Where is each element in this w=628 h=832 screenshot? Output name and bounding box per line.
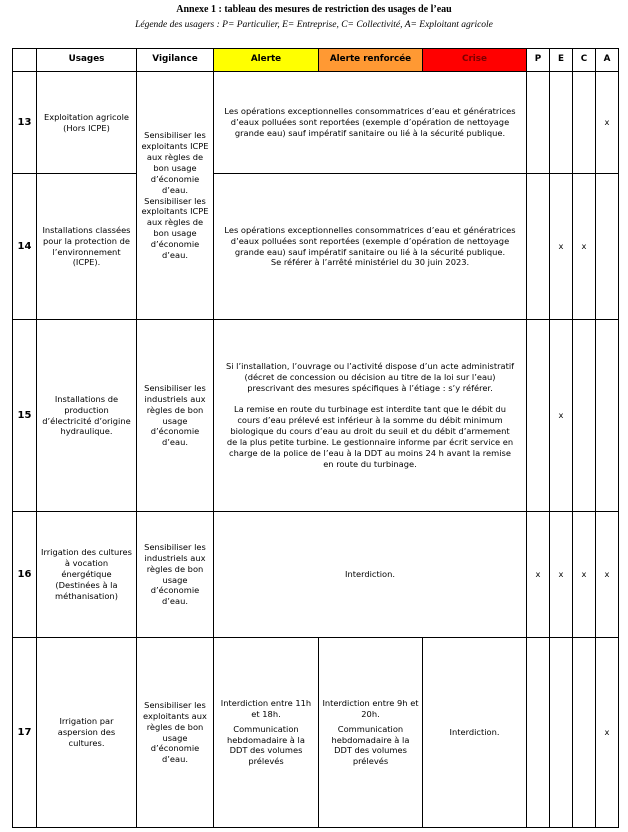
header-e: E [550,49,573,72]
row-usage: Exploitation agricole (Hors ICPE) [37,72,137,174]
row-a: x [596,638,619,828]
table-row [13,512,619,638]
header-num [13,49,37,72]
table-row [13,638,619,828]
row-usage: Irrigation des cultures à vocation énergétique (Destinées à la méthanisation) [37,512,137,638]
row-renforcee-extra: Communication hebdomadaire à la DDT des volumes prélevés [331,723,410,767]
table-row [13,174,619,320]
row-measures: Les opérations exceptionnelles consommatrices d’eau et génératrices d’eaux polluées sont reportées (exemple d’opération de nettoyage grande eau) sauf impératif sanitaire ou lié à la sécurité publique. [214,72,527,174]
document-title: Annexe 1 : tableau des mesures de restriction des usages de l’eau [176,4,452,15]
row-p [527,638,550,828]
row-renforcee: Interdiction entre 9h et 20h. [322,697,419,719]
row-measures-cell [214,174,527,320]
row-c [573,638,596,828]
header-usages: Usages [37,49,137,72]
row-measures-extra: Se référer à l’arrêté ministériel du 30 juin 2023. [270,257,470,268]
row-measures-extra: La remise en route du turbinage est interdite tant que le débit du cours d’eau prélevé est inférieur à la somme du débit minimum biologique du cours d’eau au droit du seuil et du débit d’armement de la plus petite turbine. Le gestionnaire informe par écrit service en charge de la police de l’eau à la DDT au moins 24 h avant la remise en route du turbinage. [226,404,514,469]
row-p: x [527,512,550,638]
row-p [527,320,550,512]
row-measures: Si l’installation, l’ouvrage ou l’activité dispose d’un acte administratif (décret de concession ou décision au titre de la loi sur l’eau) prescrivant des mesures spécifiques à l’étiage : s’y référer. [225,361,515,394]
header-crise: Crise [423,49,527,72]
row-c: x [573,512,596,638]
row-vigilance: Sensibiliser les industriels aux règles de bon usage d’économie d’eau. [137,320,214,512]
row-number: 14 [13,174,37,320]
row-vigilance-merged [137,72,214,320]
row-usage: Installations classées pour la protection de l’environnement (ICPE). [37,174,137,320]
row-e: x [550,512,573,638]
row-p [527,174,550,320]
row-e: x [550,174,573,320]
header-a: A [596,49,619,72]
row-measures: Les opérations exceptionnelles consommatrices d’eau et génératrices d’eaux polluées sont reportées (exemple d’opération de nettoyage grande eau) sauf impératif sanitaire ou lié à la sécurité publique. [224,224,516,257]
restriction-table [12,48,619,828]
row-p [527,72,550,174]
row-a: x [596,72,619,174]
header-c: C [573,49,596,72]
row-c [573,320,596,512]
row-alerte-cell [214,638,319,828]
row-usage: Irrigation par aspersion des cultures. [37,638,137,828]
row-vigilance: Sensibiliser les exploitants ICPE aux règles de bon usage d’économie d’eau. [141,129,209,195]
header-p: P [527,49,550,72]
row-measures-cell [214,320,527,512]
row-alerte-extra: Communication hebdomadaire à la DDT des volumes prélevés [227,723,305,767]
row-e [550,638,573,828]
row-usage: Installations de production d’électricité d’origine hydraulique. [37,320,137,512]
row-a [596,174,619,320]
row-crise: Interdiction. [423,638,527,828]
row-vigilance: Sensibiliser les exploitants ICPE aux règles de bon usage d’économie d’eau. [141,195,209,261]
row-e: x [550,320,573,512]
row-vigilance: Sensibiliser les exploitants aux règles de bon usage d’économie d’eau. [137,638,214,828]
row-a: x [596,512,619,638]
header-vigilance: Vigilance [137,49,214,72]
row-a [596,320,619,512]
row-e [550,72,573,174]
header-row [13,49,619,72]
row-number: 16 [13,512,37,638]
header-alerte-renforcee: Alerte renforcée [319,49,423,72]
row-number: 15 [13,320,37,512]
row-number: 13 [13,72,37,174]
table-row [13,320,619,512]
table-row [13,72,619,174]
row-measures: Interdiction. [214,512,527,638]
row-c: x [573,174,596,320]
row-vigilance: Sensibiliser les industriels aux règles de bon usage d’économie d’eau. [137,512,214,638]
row-c [573,72,596,174]
header-alerte: Alerte [214,49,319,72]
row-renforcee-cell [319,638,423,828]
users-legend: Légende des usagers : P= Particulier, E= Entreprise, C= Collectivité, A= Exploitant agricole [135,20,493,30]
row-number: 17 [13,638,37,828]
row-alerte: Interdiction entre 11h et 18h. [220,697,312,719]
